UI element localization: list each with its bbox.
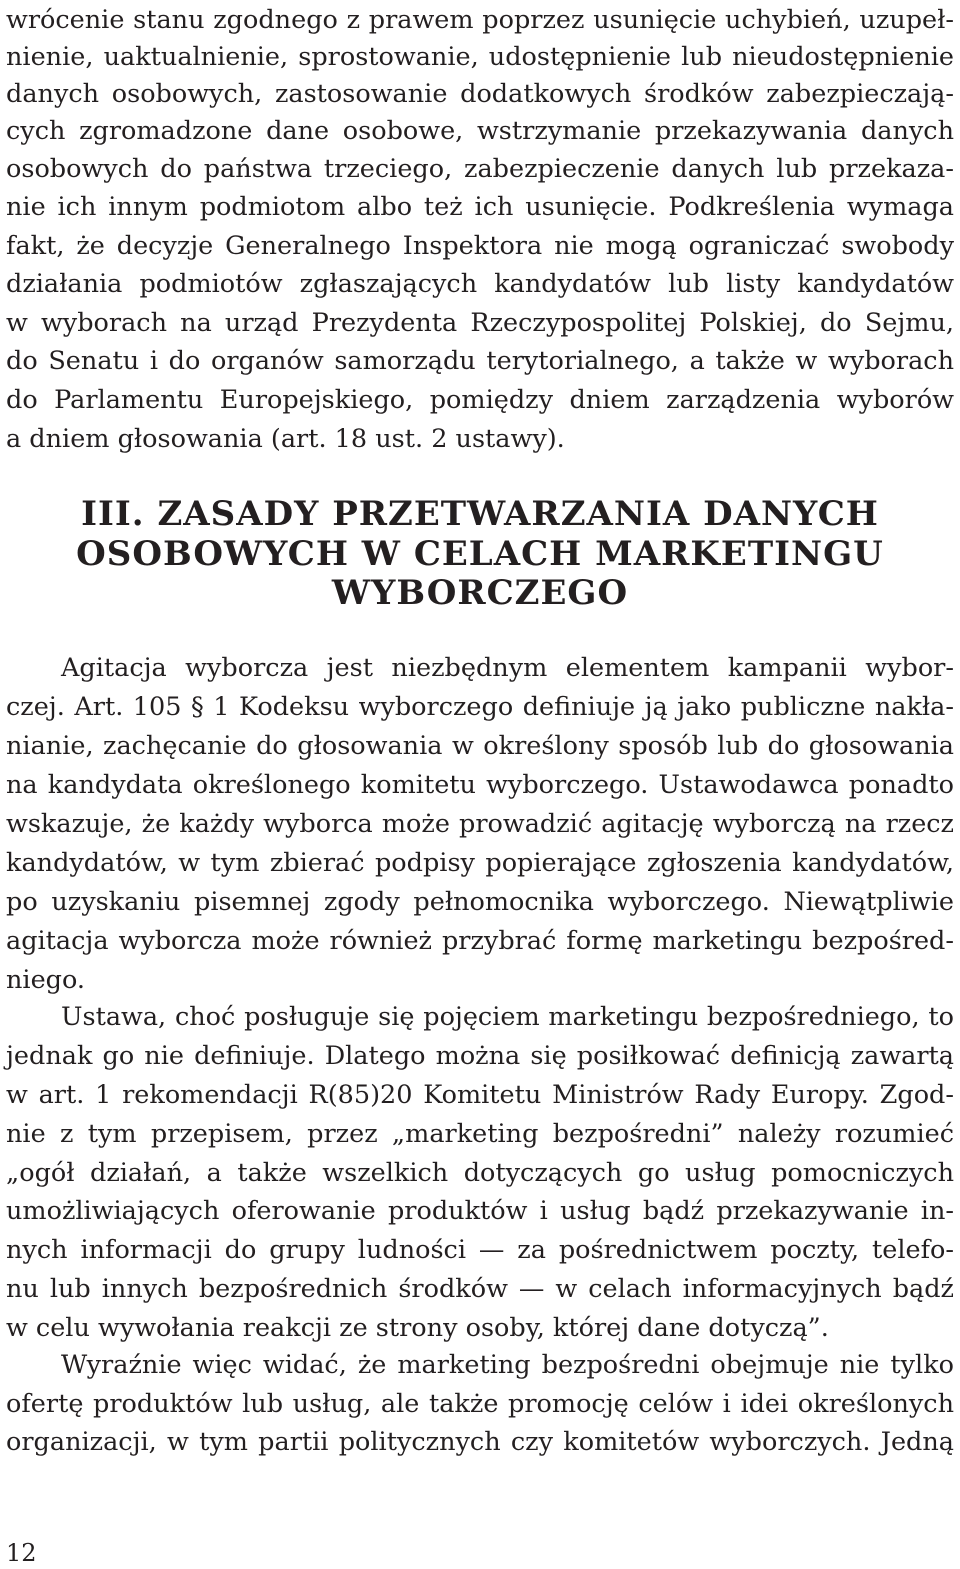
text-line: do Senatu i do organów samorządu terytorialnego, a także w wyborach bbox=[6, 346, 954, 376]
text-line: nie ich innym podmiotom albo też ich usunięcie. Podkreślenia wymaga bbox=[6, 192, 954, 222]
heading-line: WYBORCZEGO bbox=[331, 573, 629, 613]
text-line: agitacja wyborcza może również przybrać formę marketingu bezpośred- bbox=[6, 926, 954, 956]
text-line: do Parlamentu Europejskiego, pomiędzy dniem zarządzenia wyborów bbox=[6, 385, 954, 415]
heading-line: III. ZASADY PRZETWARZANIA DANYCH bbox=[81, 494, 879, 534]
text-line: nienie, uaktualnienie, sprostowanie, udostępnienie lub nieudostępnienie bbox=[6, 42, 954, 72]
text-line: organizacji, w tym partii politycznych czy komitetów wyborczych. Jedną bbox=[6, 1427, 954, 1457]
text-line: na kandydata określonego komitetu wyborczego. Ustawodawca ponadto bbox=[6, 770, 954, 800]
text-line: fakt, że decyzje Generalnego Inspektora nie mogą ograniczać swobody bbox=[6, 231, 954, 261]
text-line: a dniem głosowania (art. 18 ust. 2 ustawy). bbox=[6, 424, 565, 454]
page-number: 12 bbox=[6, 1539, 37, 1567]
text-line: jednak go nie definiuje. Dlatego można się posiłkować definicją zawartą bbox=[6, 1041, 954, 1071]
text-line: nych informacji do grupy ludności — za pośrednictwem poczty, telefo- bbox=[6, 1235, 954, 1265]
text-line: czej. Art. 105 § 1 Kodeksu wyborczego definiuje ją jako publiczne nakła- bbox=[6, 692, 954, 722]
text-line: w celu wywołania reakcji ze strony osoby, której dane dotyczą”. bbox=[6, 1313, 829, 1343]
text-line: nie z tym przepisem, przez „marketing bezpośredni” należy rozumieć bbox=[6, 1119, 954, 1149]
text-line: umożliwiających oferowanie produktów i usług bądź przekazywanie in- bbox=[6, 1196, 954, 1226]
text-line: kandydatów, w tym zbierać podpisy popierające zgłoszenia kandydatów, bbox=[6, 848, 954, 878]
text-line: Wyraźnie więc widać, że marketing bezpośredni obejmuje nie tylko bbox=[61, 1350, 954, 1380]
heading-line: OSOBOWYCH W CELACH MARKETINGU bbox=[76, 534, 884, 574]
text-line: w wyborach na urząd Prezydenta Rzeczypospolitej Polskiej, do Sejmu, bbox=[6, 308, 954, 338]
text-line: wrócenie stanu zgodnego z prawem poprzez usunięcie uchybień, uzupeł- bbox=[6, 5, 954, 35]
text-line: po uzyskaniu pisemnej zgody pełnomocnika wyborczego. Niewątpliwie bbox=[6, 887, 954, 917]
text-line: ofertę produktów lub usług, ale także promocję celów i idei określonych bbox=[6, 1389, 954, 1419]
text-line: działania podmiotów zgłaszających kandydatów lub listy kandydatów bbox=[6, 269, 954, 299]
text-line: w art. 1 rekomendacji R(85)20 Komitetu Ministrów Rady Europy. Zgod- bbox=[6, 1080, 954, 1110]
text-line: „ogół działań, a także wszelkich dotyczących go usług pomocniczych bbox=[6, 1158, 954, 1188]
text-line: Ustawa, choć posługuje się pojęciem marketingu bezpośredniego, to bbox=[61, 1002, 954, 1032]
text-line: nianie, zachęcanie do głosowania w określony sposób lub do głosowania bbox=[6, 731, 954, 761]
text-line: wskazuje, że każdy wyborca może prowadzić agitację wyborczą na rzecz bbox=[6, 809, 954, 839]
text-line: osobowych do państwa trzeciego, zabezpieczenie danych lub przekaza- bbox=[6, 154, 954, 184]
text-line: cych zgromadzone dane osobowe, wstrzymanie przekazywania danych bbox=[6, 116, 954, 146]
text-line: niego. bbox=[6, 965, 86, 995]
text-line: danych osobowych, zastosowanie dodatkowych środków zabezpieczają- bbox=[6, 79, 954, 109]
text-line: Agitacja wyborcza jest niezbędnym elementem kampanii wybor- bbox=[61, 653, 954, 683]
text-line: nu lub innych bezpośrednich środków — w celach informacyjnych bądź bbox=[6, 1274, 954, 1304]
